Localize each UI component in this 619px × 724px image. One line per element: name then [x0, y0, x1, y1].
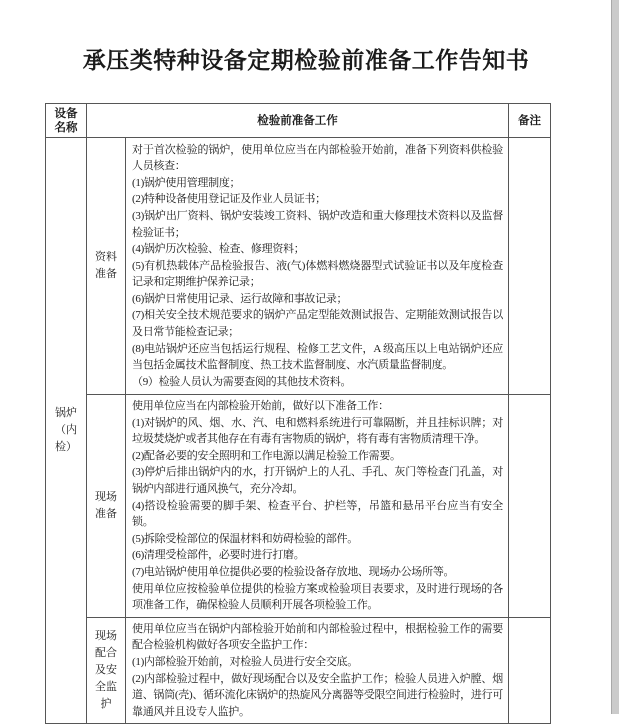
page-edge-strip — [611, 0, 619, 714]
paragraph: (2)内部检验过程中，做好现场配合以及安全监护工作；检验人员进入炉膛、烟道、锅筒(壳)、循环流化床锅炉的热旋风分离器等受限空间进行检验时，进行可靠通风并且设专人监护。 — [132, 672, 503, 718]
remark-cell — [509, 138, 551, 395]
table-row-document-preparation — [46, 138, 551, 395]
paragraph: (2)特种设备使用登记证及作业人员证书； — [132, 193, 326, 206]
remark-cell — [509, 617, 551, 724]
paragraph: (2)配备必要的安全照明和工作电源以满足检验工作需要。 — [132, 449, 401, 462]
paragraph: 对于首次检验的锅炉，使用单位应当在内部检验开始前，准备下列资料供检验人员核查： — [132, 143, 503, 173]
content-cell-site-preparation — [126, 395, 509, 618]
table-header-row — [46, 104, 551, 138]
paragraph: (5)拆除受检部位的保温材料和妨碍检验的部件。 — [132, 532, 358, 545]
table-row-site-preparation — [46, 395, 551, 618]
paragraph: 使用单位应按检验单位提供的检验方案或检验项目表要求，及时进行现场的各项准备工作，确保检验人员顺利开展各项检验工作。 — [132, 582, 503, 612]
paragraph: （9）检验人员认为需要查阅的其他技术资料。 — [132, 375, 352, 388]
paragraph: 使用单位应当在锅炉内部检验开始前和内部检验过程中，根据检验工作的需要配合检验机构做好各项安全监护工作： — [132, 622, 503, 652]
paragraph: (3)锅炉出厂资料、锅炉安装竣工资料、锅炉改造和重大修理技术资料以及监督检验证书； — [132, 209, 503, 239]
content-cell-document-preparation — [126, 138, 509, 395]
page-title: 承压类特种设备定期检验前准备工作告知书 — [82, 48, 530, 73]
column-header-remarks: 备注 — [509, 104, 551, 138]
equipment-name-cell: 锅炉（内检） — [46, 138, 87, 724]
preparation-notice-table — [45, 103, 551, 724]
paragraph: (7)相关安全技术规范要求的锅炉产品定型能效测试报告、定期能效测试报告以及日常节能检查记录； — [132, 309, 503, 339]
content-cell-site-cooperation-safety — [126, 617, 509, 724]
paragraph: (6)清理受检部件，必要时进行打磨。 — [132, 549, 305, 562]
paragraph: (8)电站锅炉还应当包括运行规程、检修工艺文件，A 级高压以上电站锅炉还应当包括金属技术监督制度、热工技术监督制度、水汽质量监督制度。 — [132, 342, 503, 372]
paragraph: (1)内部检验开始前，对检验人员进行安全交底。 — [132, 655, 358, 668]
paragraph: (1)锅炉使用管理制度； — [132, 176, 241, 189]
remark-cell — [509, 395, 551, 618]
paragraph: (4)搭设检验需要的脚手架、检查平台、护栏等，吊篮和悬吊平台应当有安全锁。 — [132, 499, 503, 529]
category-cell-site-cooperation-safety: 现场配合及安全监护 — [87, 617, 126, 724]
category-cell-site-preparation: 现场准备 — [87, 395, 126, 618]
paragraph: (1)对锅炉的风、烟、水、汽、电和燃料系统进行可靠隔断，并且挂标识牌；对垃圾焚烧炉或者其他存在有毒有害物质的锅炉，将有毒有害物质清理干净。 — [132, 416, 503, 446]
table-row-site-cooperation-safety — [46, 617, 551, 724]
paragraph: (5)有机热载体产品检验报告、液(气)体燃料燃烧器型式试验证书以及年度检查记录和定期维护保养记录； — [132, 259, 503, 289]
paragraph: (3)停炉后排出锅炉内的水，打开锅炉上的人孔、手孔、灰门等检查门孔盖，对锅炉内部进行通风换气，充分冷却。 — [132, 466, 503, 495]
paragraph: (4)锅炉历次检验、检查、修理资料； — [132, 243, 305, 256]
column-header-equipment-name: 设备名称 — [46, 104, 87, 138]
paragraph: (6)锅炉日常使用记录、运行故障和事故记录； — [132, 292, 348, 305]
paragraph: 使用单位应当在内部检验开始前，做好以下准备工作： — [132, 400, 389, 412]
column-header-preparation-work: 检验前准备工作 — [87, 104, 509, 138]
paragraph: (7)电站锅炉使用单位提供必要的检验设备存放地、现场办公场所等。 — [132, 565, 455, 578]
category-cell-document-preparation: 资料准备 — [87, 138, 126, 395]
